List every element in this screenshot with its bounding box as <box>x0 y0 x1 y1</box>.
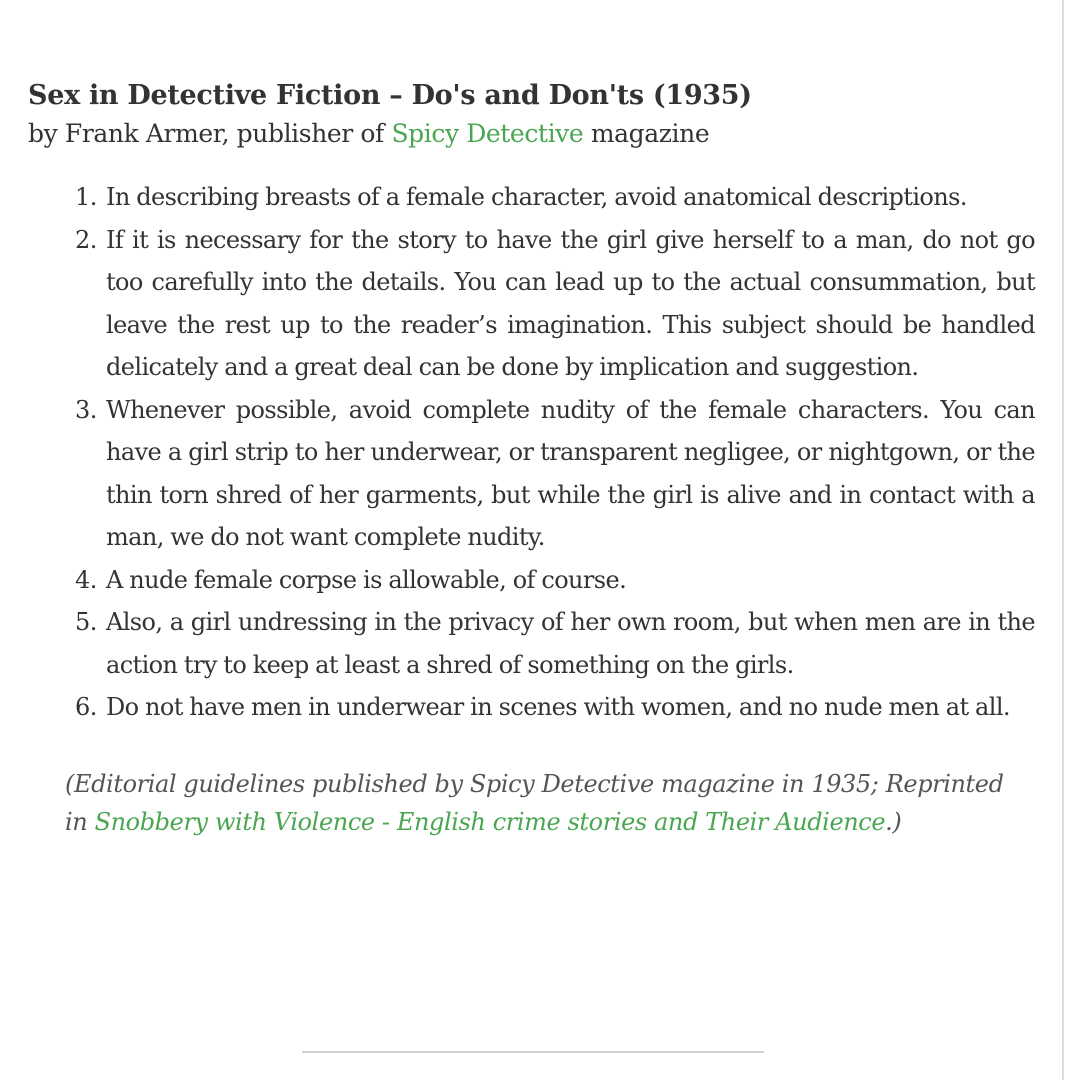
rule-number: 3. <box>75 395 97 424</box>
byline-suffix: magazine <box>583 119 710 148</box>
note-lead: Editorial guidelines published by Spicy Detective magazine in 1935; Reprinted in <box>65 769 1004 836</box>
rule-text: If it is necessary for the story to have the girl give herself to a man, do not go too carefully into the details. You can lead up to the actual consummation, but leave the rest up to the reader’s imagination. This subject should be handled delicately and a great deal can be done by implication and suggestion. <box>106 225 1035 381</box>
rule-text: Also, a girl undressing in the privacy of her own room, but when men are in the action try to keep at least a shred of something on the girls. <box>106 608 1035 679</box>
rule-number: 5. <box>75 608 97 636</box>
note-open: ( <box>65 769 74 798</box>
rule-item <box>75 389 1035 559</box>
rule-number: 6. <box>75 693 97 721</box>
article-title: Sex in Detective Fiction – Do's and Don'ts (1935) <box>28 80 752 111</box>
rule-text: In describing breasts of a female character, avoid anatomical descriptions. <box>106 183 967 211</box>
rules-list <box>28 176 1038 729</box>
rule-item <box>75 686 1035 729</box>
rule-number: 2. <box>75 225 97 254</box>
byline <box>28 114 1038 154</box>
note-close: .) <box>885 807 902 836</box>
article <box>28 78 1038 841</box>
rule-item <box>75 601 1035 686</box>
rule-number: 1. <box>75 183 97 211</box>
rule-text: Whenever possible, avoid complete nudity of the female characters. You can have a girl strip to her underwear, or transparent negligee, or nightgown, or the thin torn shred of her garments, but while the girl is alive and in contact with a man, we do not want complete nudity. <box>106 395 1035 551</box>
divider <box>302 1051 764 1053</box>
rule-number: 4. <box>75 565 97 594</box>
source-note <box>65 765 1015 841</box>
rule-item <box>75 559 1035 602</box>
rule-text: Do not have men in underwear in scenes with women, and no nude men at all. <box>106 693 1010 721</box>
rule-item <box>75 219 1035 389</box>
spicy-detective-link[interactable]: Spicy Detective <box>391 119 584 148</box>
byline-prefix: by Frank Armer, publisher of <box>28 119 392 148</box>
snobbery-with-violence-link[interactable]: Snobbery with Violence - English crime stories and Their Audience <box>94 807 886 836</box>
rule-item <box>75 176 1035 219</box>
rule-text: A nude female corpse is allowable, of course. <box>106 565 627 594</box>
